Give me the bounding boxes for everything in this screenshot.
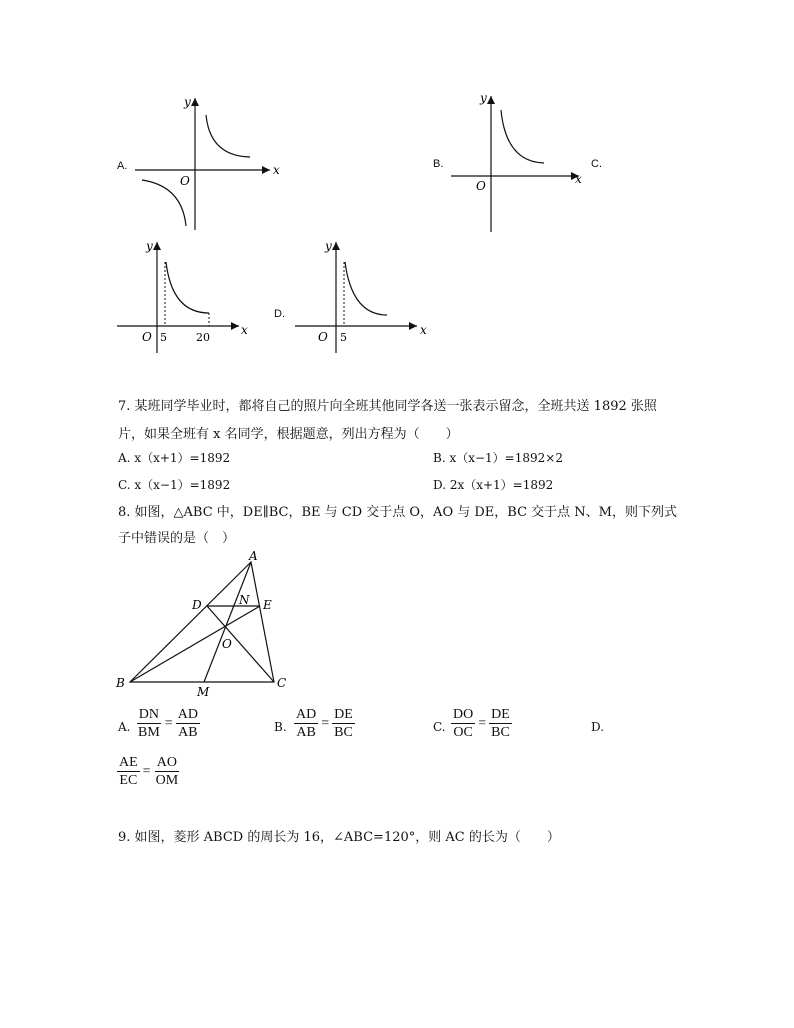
q7-text-line1: 7. 某班同学毕业时，都将自己的照片向全班其他同学各送一张表示留念，全班共送 1892 张照: [118, 399, 657, 414]
q8-option-b-label: B.: [274, 720, 287, 734]
y-arrow-icon: [487, 96, 495, 104]
tick-20: 20: [196, 331, 210, 344]
fraction: [154, 754, 181, 789]
equals-sign: =: [478, 715, 487, 731]
q8-text-line2: 子中错误的是（ ）: [118, 531, 236, 546]
origin-label: O: [142, 330, 152, 344]
equals-sign: =: [164, 715, 173, 731]
q8-option-b-formula: [294, 706, 355, 741]
fraction: [176, 706, 200, 741]
curve: [166, 262, 209, 313]
point-b-label: B: [116, 676, 125, 690]
denominator: OM: [155, 773, 179, 788]
option-d-label: D.: [274, 308, 285, 320]
q8-option-d-label: D.: [591, 720, 605, 734]
q7-text-line2: 片，如果全班有 x 名同学，根据题意，列出方程为（ ）: [118, 427, 459, 442]
q7-option-c: C. x（x−1）=1892: [118, 478, 231, 492]
q8-option-a-label: A.: [118, 720, 131, 734]
numerator: DE: [491, 707, 510, 722]
q8-text-line1: 8. 如图，△ABC 中，DE∥BC，BE 与 CD 交于点 O，AO 与 DE，BC 交于点 N、M，则下列式: [118, 505, 677, 520]
point-m-label: M: [197, 685, 210, 699]
x-label: x: [273, 163, 280, 177]
y-label: y: [480, 91, 487, 105]
origin-label: O: [180, 174, 190, 188]
tick-5: 5: [340, 331, 347, 344]
origin-label: O: [476, 179, 486, 193]
point-n-label: N: [239, 593, 250, 607]
graph-d: [290, 235, 440, 355]
option-b-label: B.: [433, 158, 444, 170]
denominator: AB: [296, 725, 316, 740]
graph-c: [112, 235, 257, 355]
fraction: [489, 706, 512, 741]
numerator: AE: [119, 755, 138, 770]
segment-am: [204, 562, 251, 682]
numerator: AO: [156, 755, 177, 770]
triangle-abc: [130, 562, 274, 682]
y-arrow-icon: [191, 98, 199, 106]
x-arrow-icon: [409, 322, 417, 330]
numerator: DN: [138, 707, 160, 722]
numerator: DO: [453, 707, 474, 722]
triangle-figure: [110, 548, 300, 700]
denominator: BC: [334, 725, 353, 740]
point-o-label: O: [222, 637, 232, 651]
y-label: y: [146, 239, 153, 253]
numerator: AD: [177, 707, 198, 722]
origin-label: O: [318, 330, 328, 344]
graph-a: [130, 90, 290, 235]
numerator: AD: [296, 707, 317, 722]
option-a-label: A.: [117, 160, 128, 172]
fraction: [136, 706, 162, 741]
x-arrow-icon: [231, 322, 239, 330]
point-a-label: A: [249, 549, 258, 563]
denominator: EC: [119, 773, 138, 788]
numerator: DE: [334, 707, 353, 722]
q7-option-d: D. 2x（x+1）=1892: [433, 478, 554, 492]
equals-sign: =: [142, 763, 151, 779]
q8-option-d-formula: [117, 754, 180, 789]
q9-text-line1: 9. 如图，菱形 ABCD 的周长为 16，∠ABC=120°，则 AC 的长为（ ）: [118, 830, 560, 845]
curve: [345, 262, 387, 315]
fraction: [117, 754, 140, 789]
denominator: OC: [453, 725, 473, 740]
y-arrow-icon: [153, 242, 161, 250]
fraction: [294, 706, 318, 741]
point-c-label: C: [277, 676, 287, 690]
tick-5: 5: [160, 331, 167, 344]
y-label: y: [325, 239, 332, 253]
y-arrow-icon: [332, 242, 340, 250]
option-c-label: C.: [591, 158, 602, 170]
graph-b: [446, 88, 591, 236]
x-label: x: [420, 323, 427, 337]
denominator: BC: [491, 725, 510, 740]
point-d-label: D: [192, 598, 202, 612]
q7-option-b: B. x（x−1）=1892×2: [433, 451, 563, 465]
q8-option-c-label: C.: [433, 720, 446, 734]
denominator: BM: [138, 725, 160, 740]
equals-sign: =: [321, 715, 330, 731]
q8-option-a-formula: [136, 706, 200, 741]
q8-option-c-formula: [451, 706, 512, 741]
y-label: y: [184, 95, 191, 109]
fraction: [451, 706, 475, 741]
point-e-label: E: [263, 598, 272, 612]
curve-q1: [206, 115, 250, 157]
x-label: x: [241, 323, 248, 337]
fraction: [332, 706, 355, 741]
x-label: x: [575, 172, 582, 186]
denominator: AB: [178, 725, 198, 740]
q7-option-a: A. x（x+1）=1892: [118, 451, 231, 465]
curve-q1: [501, 110, 544, 163]
x-arrow-icon: [262, 166, 270, 174]
